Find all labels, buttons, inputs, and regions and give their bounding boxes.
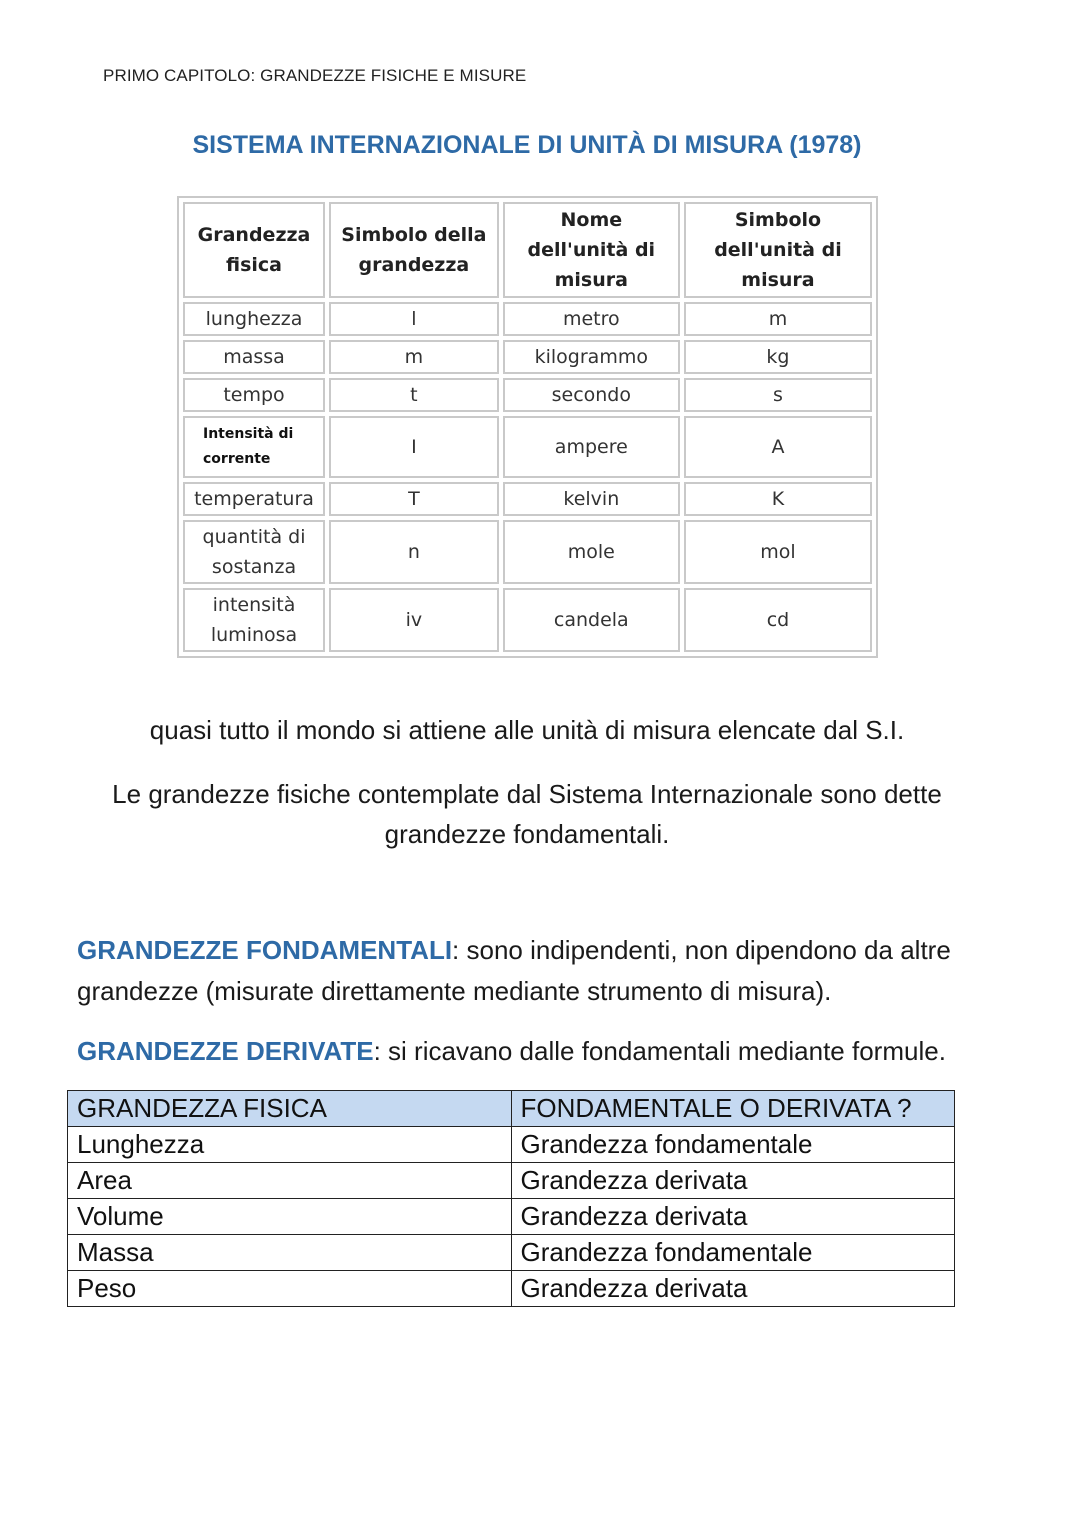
classification-cell: Grandezza derivata [511, 1271, 955, 1307]
fondamentali-text: : sono indipendenti, non dipendono da altre grandezze (misurate direttamente mediante strumento di misura). [77, 935, 951, 1006]
si-table-row [183, 482, 872, 516]
si-cell: A [684, 416, 872, 478]
si-cell: s [684, 378, 872, 412]
si-cell: ampere [503, 416, 680, 478]
si-header-cell: Grandezza fisica [183, 202, 325, 298]
si-header-cell: Simbolo della grandezza [329, 202, 499, 298]
classification-row [68, 1271, 955, 1307]
si-cell: temperatura [183, 482, 325, 516]
si-cell: mole [503, 520, 680, 584]
classification-header-cell: FONDAMENTALE O DERIVATA ? [511, 1091, 955, 1127]
si-cell: I [329, 416, 499, 478]
si-cell: K [684, 482, 872, 516]
si-table-row [183, 378, 872, 412]
si-cell: cd [684, 588, 872, 652]
derivate-text: : si ricavano dalle fondamentali mediante formule. [373, 1036, 946, 1066]
classification-row [68, 1163, 955, 1199]
classification-cell: Grandezza fondamentale [511, 1127, 955, 1163]
si-cell: massa [183, 340, 325, 374]
si-table-row [183, 416, 872, 478]
classification-row [68, 1235, 955, 1271]
classification-cell: Lunghezza [68, 1127, 512, 1163]
classification-cell: Grandezza derivata [511, 1163, 955, 1199]
si-cell: Intensità di corrente [183, 416, 325, 478]
classification-table [67, 1090, 955, 1307]
si-cell: t [329, 378, 499, 412]
si-cell: intensità luminosa [183, 588, 325, 652]
page-header: PRIMO CAPITOLO: GRANDEZZE FISICHE E MISURE [103, 66, 527, 85]
classification-cell: Massa [68, 1235, 512, 1271]
fundamental-note: Le grandezze fisiche contemplate dal Sistema Internazionale sono dette grandezze fondamentali. [112, 779, 942, 849]
si-table-row [183, 302, 872, 336]
fondamentali-label: GRANDEZZE FONDAMENTALI [77, 935, 453, 965]
derivate-definition [77, 1031, 997, 1071]
si-cell: mol [684, 520, 872, 584]
classification-cell: Peso [68, 1271, 512, 1307]
si-cell: kg [684, 340, 872, 374]
si-cell: secondo [503, 378, 680, 412]
si-cell: metro [503, 302, 680, 336]
classification-cell: Grandezza derivata [511, 1199, 955, 1235]
fondamentali-definition [77, 930, 977, 1012]
si-cell: quantità di sostanza [183, 520, 325, 584]
si-cell: m [684, 302, 872, 336]
si-cell: n [329, 520, 499, 584]
classification-cell: Volume [68, 1199, 512, 1235]
classification-row [68, 1127, 955, 1163]
si-cell: candela [503, 588, 680, 652]
si-cell: lunghezza [183, 302, 325, 336]
classification-cell: Grandezza fondamentale [511, 1235, 955, 1271]
si-header-row [183, 202, 872, 298]
si-table-row [183, 520, 872, 584]
si-cell: l [329, 302, 499, 336]
si-table-row [183, 588, 872, 652]
si-header-cell: Nome dell'unità di misura [503, 202, 680, 298]
classification-row [68, 1199, 955, 1235]
si-table-row [183, 340, 872, 374]
intro-paragraph: quasi tutto il mondo si attiene alle unità di misura elencate dal S.I. [149, 715, 905, 745]
si-cell: kilogrammo [503, 340, 680, 374]
si-cell: m [329, 340, 499, 374]
classification-header-cell: GRANDEZZA FISICA [68, 1091, 512, 1127]
si-cell: T [329, 482, 499, 516]
classification-cell: Area [68, 1163, 512, 1199]
si-cell: iv [329, 588, 499, 652]
si-header-cell: Simbolo dell'unità di misura [684, 202, 872, 298]
derivate-label: GRANDEZZE DERIVATE [77, 1036, 374, 1066]
si-cell: tempo [183, 378, 325, 412]
si-title: SISTEMA INTERNAZIONALE DI UNITÀ DI MISURA (1978) [192, 131, 862, 159]
classification-header-row [68, 1091, 955, 1127]
si-cell: kelvin [503, 482, 680, 516]
si-units-table [177, 196, 878, 658]
